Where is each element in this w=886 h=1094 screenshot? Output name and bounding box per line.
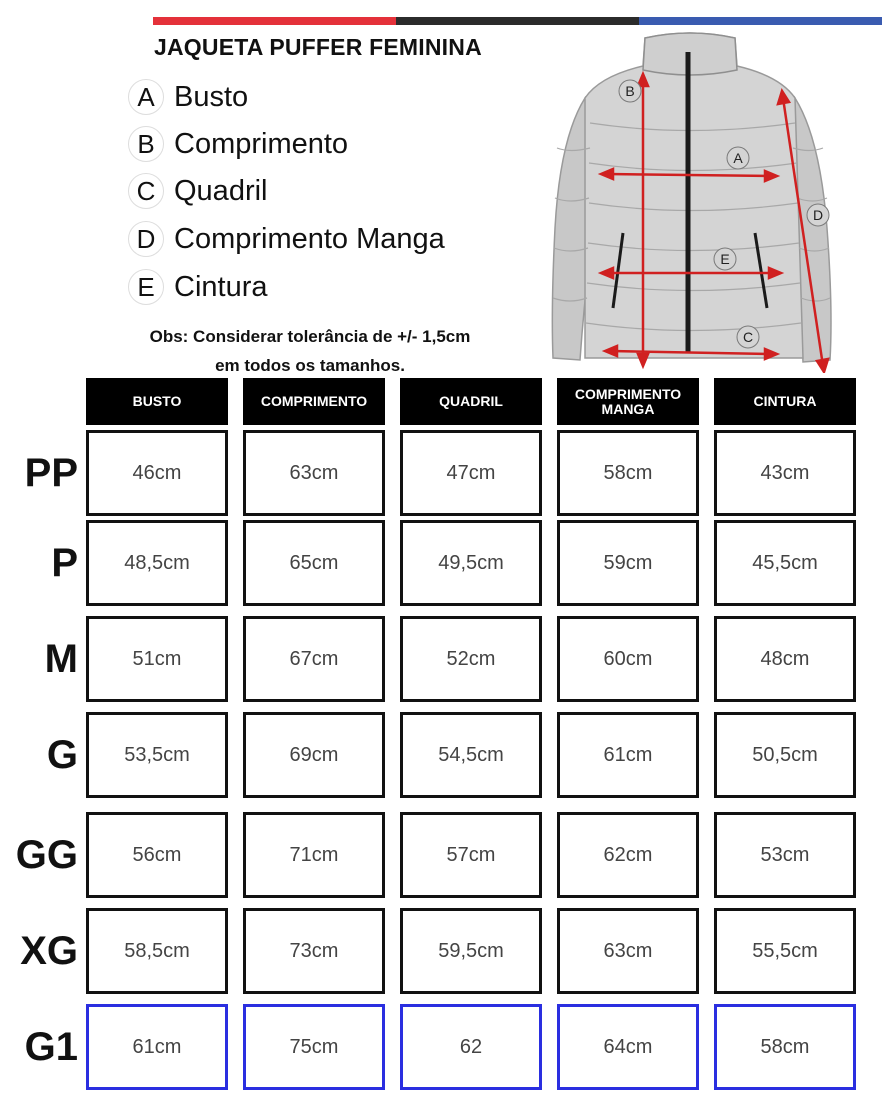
- cell-g-quadril: 54,5cm: [400, 712, 542, 798]
- header-comprimento: COMPRIMENTO: [243, 378, 385, 425]
- cell-g1-cintura: 58cm: [714, 1004, 856, 1090]
- cell-pp-quadril: 47cm: [400, 430, 542, 516]
- jacket-illustration: [545, 28, 845, 373]
- cell-gg-busto: 56cm: [86, 812, 228, 898]
- legend-letter: D: [128, 221, 164, 257]
- cell-xg-comprimento: 73cm: [243, 908, 385, 994]
- jacket-label-c: C: [742, 329, 754, 345]
- legend-item-d: [128, 219, 445, 259]
- size-label-g1: G1: [24, 1024, 78, 1069]
- cell-g-busto: 53,5cm: [86, 712, 228, 798]
- cell-g1-manga: 64cm: [557, 1004, 699, 1090]
- cell-g1-busto: 61cm: [86, 1004, 228, 1090]
- legend-letter: E: [128, 269, 164, 305]
- legend-label: Comprimento: [174, 127, 349, 160]
- size-label-gg: GG: [15, 832, 78, 877]
- legend-label: Busto: [174, 80, 249, 113]
- cell-p-manga: 59cm: [557, 520, 699, 606]
- header-quadril: QUADRIL: [400, 378, 542, 425]
- cell-g-cintura: 50,5cm: [714, 712, 856, 798]
- legend-label: Quadril: [174, 174, 268, 207]
- cell-g1-comprimento: 75cm: [243, 1004, 385, 1090]
- legend-item-e: [128, 267, 268, 307]
- header-cintura: CINTURA: [714, 378, 856, 425]
- legend-letter: C: [128, 173, 164, 209]
- tolerance-note-line1: Obs: Considerar tolerância de +/- 1,5cm: [149, 327, 471, 346]
- cell-xg-quadril: 59,5cm: [400, 908, 542, 994]
- cell-g1-quadril: 62: [400, 1004, 542, 1090]
- cell-m-cintura: 48cm: [714, 616, 856, 702]
- cell-m-comprimento: 67cm: [243, 616, 385, 702]
- jacket-label-e: E: [720, 251, 730, 267]
- cell-gg-cintura: 53cm: [714, 812, 856, 898]
- color-bar-blue: [639, 17, 882, 25]
- cell-g-comprimento: 69cm: [243, 712, 385, 798]
- cell-g-manga: 61cm: [557, 712, 699, 798]
- cell-m-manga: 60cm: [557, 616, 699, 702]
- cell-gg-manga: 62cm: [557, 812, 699, 898]
- color-bar-black: [396, 17, 639, 25]
- size-label-p: P: [51, 540, 78, 585]
- legend-item-b: [128, 124, 348, 164]
- cell-p-comprimento: 65cm: [243, 520, 385, 606]
- legend-label: Comprimento Manga: [174, 222, 445, 255]
- header-busto: BUSTO: [86, 378, 228, 425]
- size-label-xg: XG: [20, 928, 78, 973]
- cell-p-quadril: 49,5cm: [400, 520, 542, 606]
- jacket-label-b: B: [625, 83, 635, 99]
- header-comprimento-manga: COMPRIMENTO MANGA: [557, 378, 699, 425]
- cell-gg-comprimento: 71cm: [243, 812, 385, 898]
- cell-pp-manga: 58cm: [557, 430, 699, 516]
- cell-p-cintura: 45,5cm: [714, 520, 856, 606]
- legend-item-c: [128, 171, 268, 211]
- size-label-m: M: [44, 636, 78, 681]
- cell-m-busto: 51cm: [86, 616, 228, 702]
- tolerance-note: [95, 322, 525, 380]
- legend-label: Cintura: [174, 270, 268, 303]
- cell-p-busto: 48,5cm: [86, 520, 228, 606]
- jacket-label-d: D: [812, 207, 824, 223]
- cell-pp-cintura: 43cm: [714, 430, 856, 516]
- color-bar-red: [153, 17, 396, 25]
- cell-m-quadril: 52cm: [400, 616, 542, 702]
- cell-gg-quadril: 57cm: [400, 812, 542, 898]
- cell-xg-manga: 63cm: [557, 908, 699, 994]
- cell-xg-cintura: 55,5cm: [714, 908, 856, 994]
- cell-xg-busto: 58,5cm: [86, 908, 228, 994]
- legend-item-a: [128, 77, 248, 117]
- size-label-pp: PP: [24, 450, 78, 495]
- legend-letter: B: [128, 126, 164, 162]
- legend-letter: A: [128, 79, 164, 115]
- cell-pp-comprimento: 63cm: [243, 430, 385, 516]
- cell-pp-busto: 46cm: [86, 430, 228, 516]
- jacket-label-a: A: [733, 150, 743, 166]
- size-label-g: G: [46, 732, 78, 777]
- page-title: JAQUETA PUFFER FEMININA: [154, 34, 482, 60]
- tolerance-note-line2: em todos os tamanhos.: [215, 356, 405, 375]
